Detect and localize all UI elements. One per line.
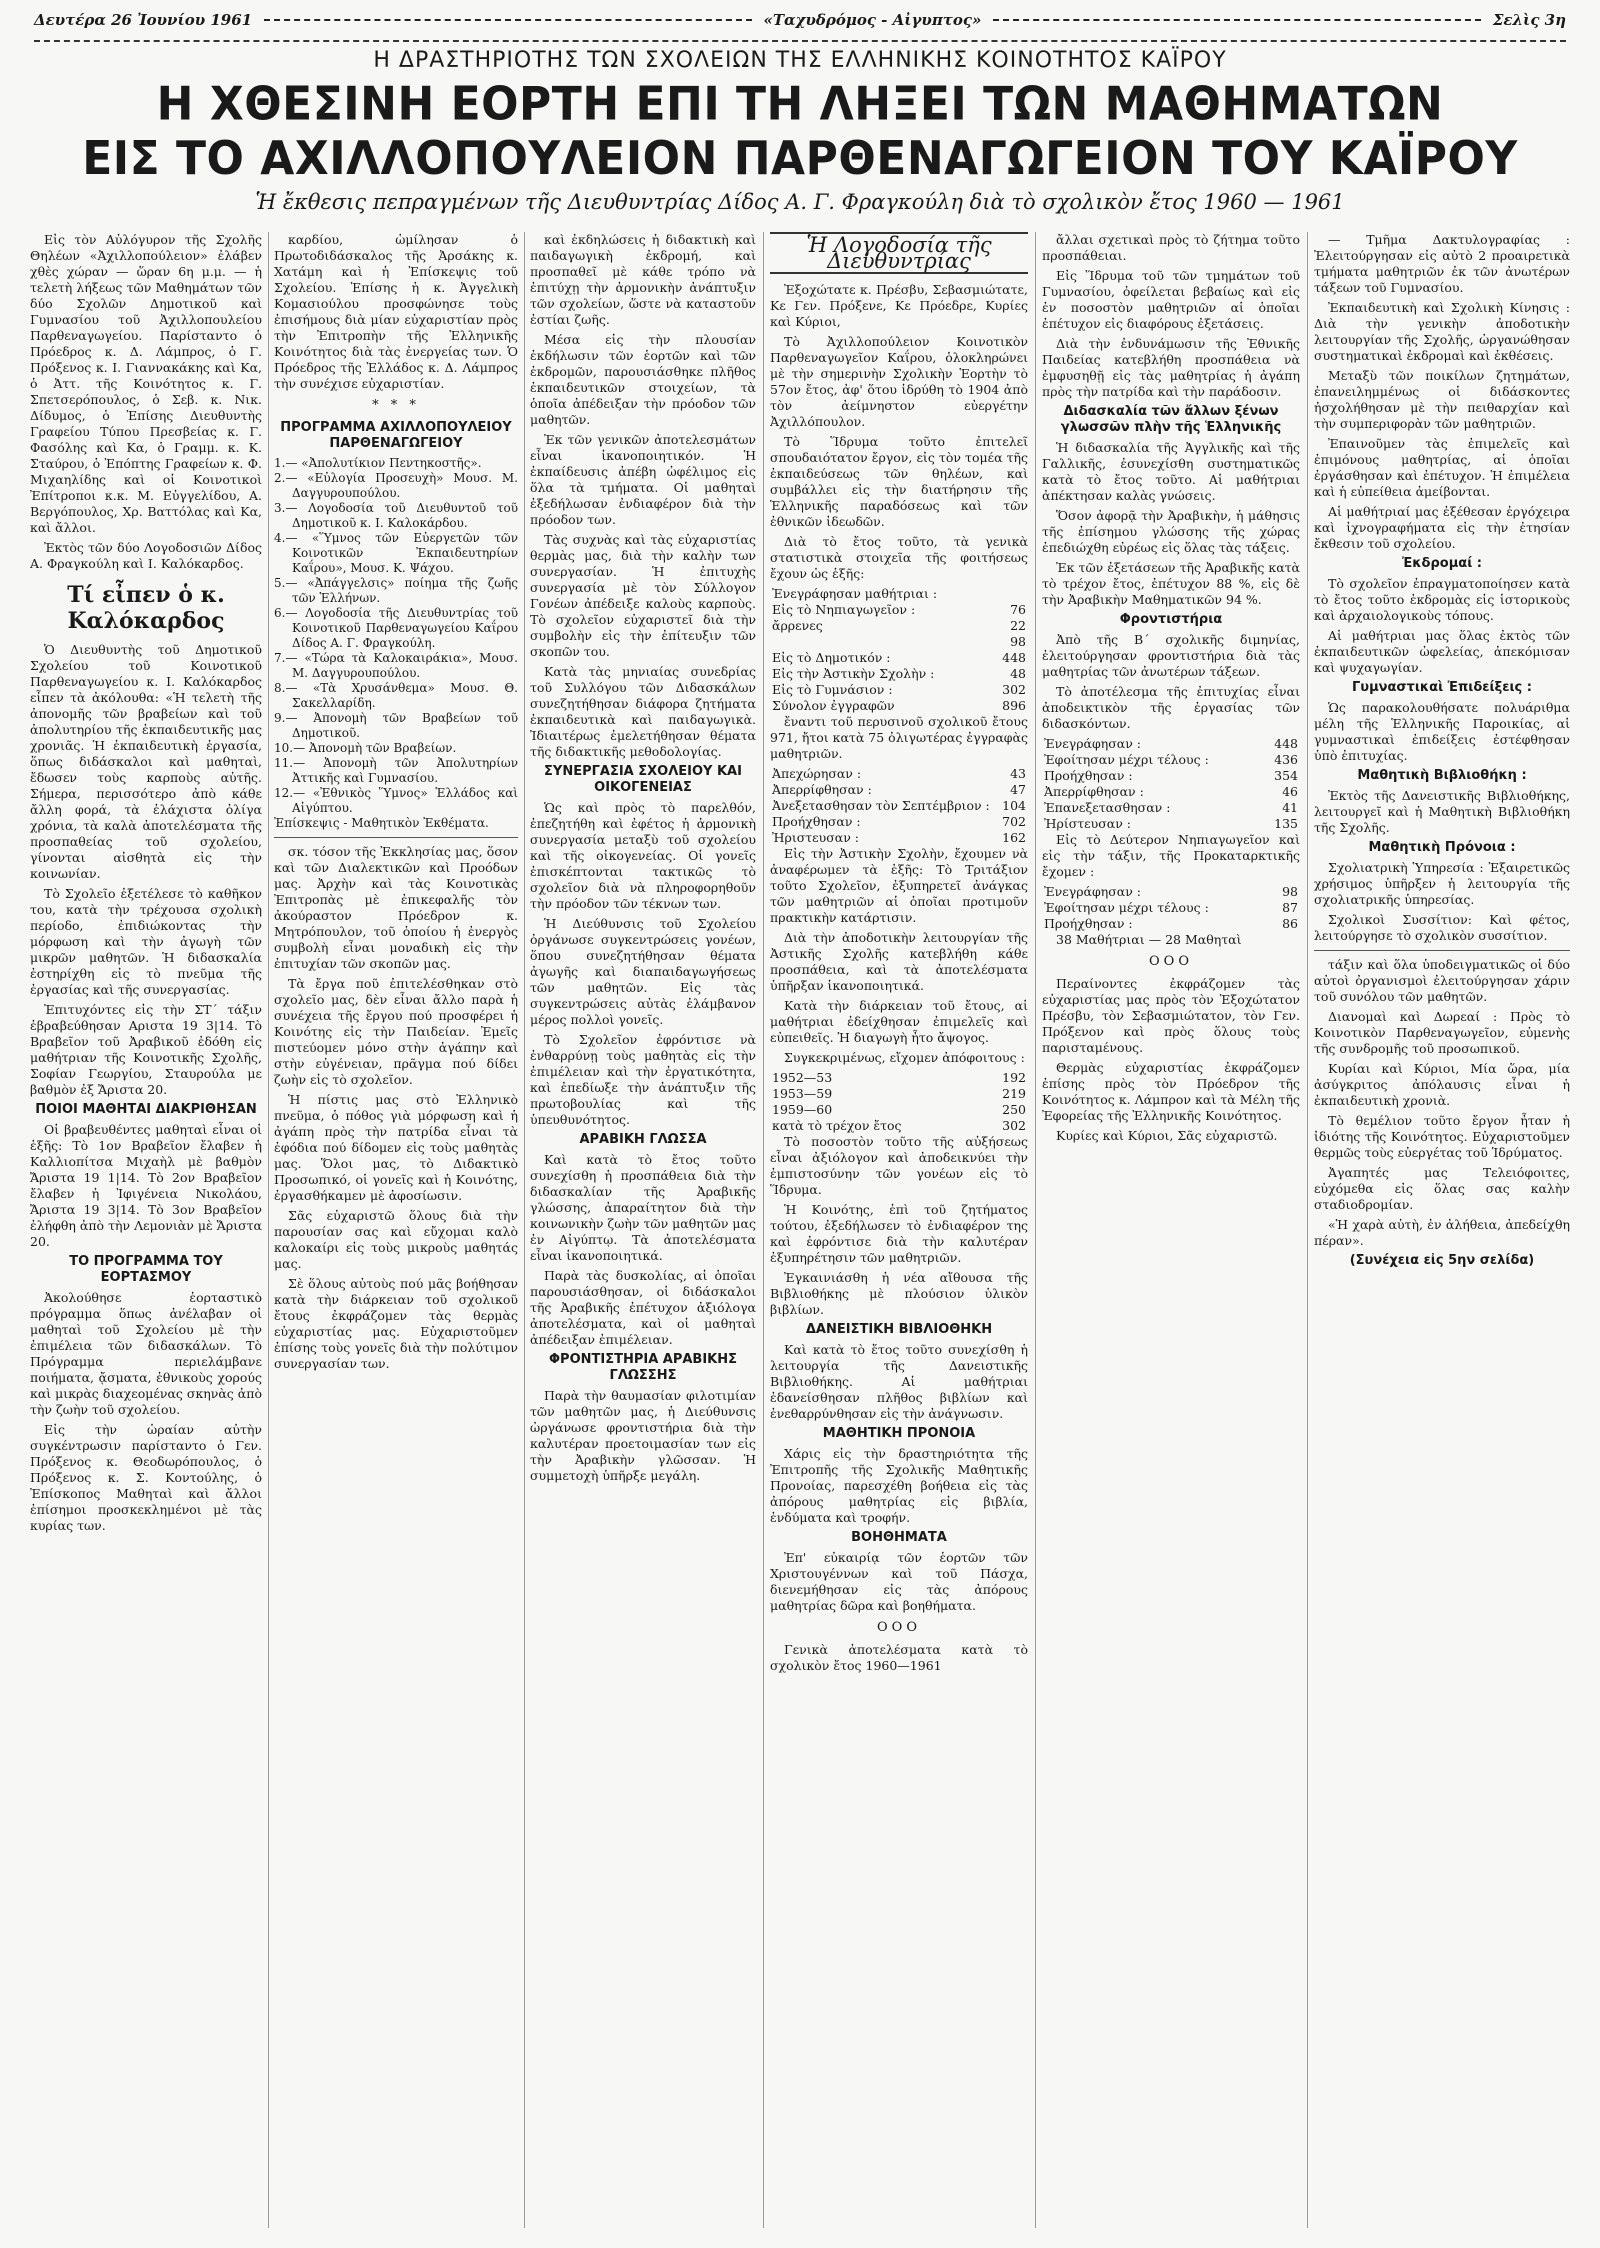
program-item: 4.— «Ὕμνος τῶν Εὐεργετῶν τῶν Κοινοτικῶν Ἐκπαιδευτηρίων Καΐρου», Μουσ. Κ. Ψάχου. [274, 531, 518, 575]
stat-value: 43 [1010, 766, 1026, 781]
table-row [770, 666, 1028, 682]
divider [1314, 950, 1570, 951]
table-row [1042, 752, 1300, 768]
enrollment-table [770, 586, 1028, 714]
column-6 [1314, 232, 1570, 2228]
stat-label: Εἰς τὸ Γυμνάσιον : [772, 682, 893, 697]
paragraph: Ἐπαινοῦμεν τὰς ἐπιμελεῖς καὶ ἐπιμόνους μαθητρίας, αἱ ὁποῖαι ἐργάσθησαν καὶ ἐπέτυχον. Ἡ ἐπιμέλεια καὶ ἡ εὐπείθεια ἀμείβονται. [1314, 436, 1570, 499]
table-row [1042, 800, 1300, 816]
paragraph: Εἰς τὴν Ἀστικὴν Σχολὴν, ἔχουμεν νὰ ἀναφέρωμεν τὰ ἑξῆς: Τὸ Τριτάξιον τοῦτο Σχολεῖον, ἐξυπηρετεῖ ἀνάγκας τῶν μαθητριῶν αἱ ὁποῖαι προτιμοῦν πρακτικὴν κατάρτισιν. [770, 846, 1028, 925]
paragraph: Ἐκτὸς τῶν δύο Λογοδοσιῶν Δίδος Α. Φραγκούλη καὶ Ι. Καλόκαρδος. [30, 540, 262, 571]
subheading: ΤΟ ΠΡΟΓΡΑΜΜΑ ΤΟΥ ΕΟΡΤΑΣΜΟΥ [69, 1254, 223, 1285]
headline-line-2: ΕΙΣ ΤΟ ΑΧΙΛΛΟΠΟΥΛΕΙΟΝ ΠΑΡΘΕΝΑΓΩΓΕΙΟΝ ΤΟΥ ΚΑΪΡΟΥ [82, 132, 1518, 186]
paragraph: Μέσα εἰς τὴν πλουσίαν ἐκδήλωσιν τῶν ἑορτῶν καὶ τῶν ἐκδρομῶν, παρουσιάσθηκε πλῆθος ἐκπαιδευτικῶν στοιχείων, τὰ ὁποῖα ἀπέδειξαν τὴν πρόοδον τῶν μαθητῶν. [530, 332, 756, 427]
stat-value: 104 [1002, 798, 1026, 813]
stat-value: 76 [1010, 602, 1026, 617]
table-row [1042, 900, 1300, 916]
masthead-rule [264, 19, 751, 21]
kicker-headline: Η ΔΡΑΣΤΗΡΙΟΤΗΣ ΤΩΝ ΣΧΟΛΕΙΩΝ ΤΗΣ ΕΛΛΗΝΙΚΗΣ ΚΟΙΝΟΤΗΤΟΣ ΚΑΪΡΟΥ [373, 48, 1227, 73]
subheading: Μαθητικὴ Πρόνοια : [1368, 840, 1516, 855]
table-row [1042, 736, 1300, 752]
stat-value: 302 [1002, 1118, 1026, 1133]
paragraph: Ἀκολούθησε ἑορταστικὸ πρόγραμμα ὅπως ἀνέλαβαν οἱ μαθηταὶ τοῦ Σχολείου μὲ τὴν ἐπιμέλεια τῶν διδασκάλων. Τὸ Πρόγραμμα περιελάμβανε ποιήματα, ᾄσματα, ἐθνικοὺς χορούς καὶ μικρὰς διαχεομένας σκηνὰς ἀπὸ τὴν ζωὴν τοῦ σχολείου. [30, 1290, 262, 1417]
stat-value: 48 [1010, 666, 1026, 681]
stat-label [770, 634, 991, 650]
table-row [770, 830, 1028, 846]
subheading: Γυμναστικαὶ Ἐπιδείξεις : [1352, 680, 1532, 695]
stat-label: Ἐνεγράφησαν : [1044, 736, 1141, 751]
paragraph: Ἐπιτυχόντες εἰς τὴν ΣΤ΄ τάξιν ἐβραβεύθησαν Αριστα 19 3|14. Τὸ Βραβεῖον τοῦ Ἀραβικοῦ ἐδόθη εἰς μαθήτριαν τῆς Κοινοτικῆς Σχολῆς, Σοφίαν Γεωργίου, Σταυρούλα με βαθμὸν ἐξ Ἄριστα 20. [30, 1002, 262, 1097]
stat-value: 47 [1010, 782, 1026, 797]
stat-label: Ἀνεξετασθησαν τὸν Σεπτέμβριον : [772, 798, 990, 813]
table-row [770, 698, 1028, 714]
table-row [770, 814, 1028, 830]
paragraph: ἄλλαι σχετικαὶ πρὸς τὸ ζήτημα τοῦτο προσπάθειαι. [1042, 232, 1300, 263]
paragraph: Τὸ Σχολεῖο ἐξετέλεσε τὸ καθῆκον του, κατὰ τὴν τρέχουσα σχολικὴ περίοδο, ἐπιδιώκοντας τὴν μόρφωση καὶ τὴν ἀγωγὴ τῶν μικρῶν μαθητῶν. Ἡ διδασκαλία ἐστηρίχθη εἰς τὸ πνεῦμα τῆς ἐργασίας καὶ τῆς συνεργασίας. [30, 886, 262, 997]
stat-label: 1959—60 [772, 1102, 833, 1117]
separator-stars: * * * [372, 398, 420, 413]
paragraph: Ὡς καὶ πρὸς τὸ παρελθόν, ἐπεζητήθη καὶ ἐφέτος ἡ ἀρμονικὴ συνεργασία μεταξὺ τοῦ σχολείου καὶ τῆς οἰκογενείας. Οἱ γονεῖς ἐπισκέπτονται τακτικῶς τὸ σχολεῖον διὰ νὰ πληροφορηθοῦν τὴν πρόοδον τῶν τέκνων των. [530, 800, 756, 911]
stat-value: 192 [1002, 1070, 1026, 1085]
paragraph: Γενικὰ ἀποτελέσματα κατὰ τὸ σχολικὸν ἔτος 1960—1961 [770, 1642, 1028, 1673]
table-row [1042, 784, 1300, 800]
paragraph: Εἰς τὸν Αὐλόγυρον τῆς Σχολῆς Θηλέων «Ἀχιλλοπούλειον» ἐλάβεν χθὲς χώραν — ὥραν 6η μ.μ. — ἡ τελετὴ λήξεως τῶν Μαθημάτων τῶν δύο Σχολῶν Δημοτικοῦ καὶ Γυμνασίου τοῦ Ἀχιλλοπουλείου Παρθεναγωγείου. Παρίσταντο ὁ Πρόεδρος κ. Δ. Λάμπρος, ὁ Γ. Πρόξενος κ. Ι. Γιαννακάκης καὶ Κα, ὁ Ἀττ. τῆς Κοινότητος κ. Γ. Σπετσερόπουλος, ὁ Σεβ. κ. Νικ. Δίδυμος, ὁ Ἐπίσης Διευθυντὴς Γραφείου Τύπου Πρεσβείας κ. Γ. Φασόλης καὶ Κα, ὁ Γραμμ. κ. Κ. Σταύρου, ὁ Ἐπόπτης Γραφείων κ. Φ. Μιχαηλίδης καὶ οἱ Κοινοτικοὶ Ἐπίτροποι κ.κ. Μ. Εὐγγελίδου, Α. Βεργόπουλος, Χρ. Βαττόλας καὶ Κα, καὶ ἄλλοι. [30, 232, 262, 535]
masthead [34, 8, 1566, 32]
kicker-rule [34, 40, 1566, 42]
stat-label: Ἐνεγράφησαν μαθήτριαι : [772, 586, 938, 601]
subheading: ΑΡΑΒΙΚΗ ΓΛΩΣΣΑ [579, 1132, 707, 1147]
continued-note: (Συνέχεια εἰς 5ην σελίδα) [1349, 1253, 1535, 1268]
paragraph: Εἰς τὴν ὡραίαν αὐτὴν συγκέντρωσιν παρίσταντο ὁ Γεν. Πρόξενος κ. Θεοδωρόπουλος, ὁ Πρόξενος κ. Σ. Κοντούλης, ὁ Ἐπίσκοπος Μαθηταὶ καὶ ἄλλοι ἐπίσημοι προσκεκλημένοι μὲ τὰς κυρίας των. [30, 1422, 262, 1533]
paragraph: — Τμῆμα Δακτυλογραφίας : Ἐλειτούργησαν εἰς αὐτὸ 2 προαιρετικὰ τμήματα μαθητριῶν ἐκ τῶν ἀνωτέρων τάξεων τοῦ Γυμνασίου. [1314, 232, 1570, 295]
column-5 [1042, 232, 1300, 2228]
paragraph: Σὲ ὅλους αὐτοὺς πού μᾶς βοήθησαν κατὰ τὴν διάρκειαν τοῦ σχολικοῦ ἔτους ἐκφράζομεν τὰς θερμὰς εὐχαριστίας μας. Εὐχαριστοῦμεν ἐπίσης τοὺς γονεῖς διὰ τὴν πολύτιμον συνεργασίαν των. [274, 1276, 518, 1371]
stat-value [991, 586, 1028, 602]
stat-value: 302 [1002, 682, 1026, 697]
paragraph: Περαίνοντες ἐκφράζομεν τὰς εὐχαριστίας μας πρὸς τὸν Ἐξοχώτατον Πρέσβυ, τὸν Σεβασμιώτατον, τὸν Γεν. Πρόξενον καὶ πρὸς ὅλους τοὺς παρισταμένους. [1042, 976, 1300, 1055]
paragraph: Ἐγκαινιάσθη ἡ νέα αἴθουσα τῆς Βιβλιοθήκης μὲ πλούσιον ὑλικὸν βιβλίων. [770, 1270, 1028, 1317]
graduates-table [770, 1070, 1028, 1134]
paragraph: Τὸ Ἵδρυμα τοῦτο ἐπιτελεῖ σπουδαιότατον ἔργον, εἰς τὸν τομέα τῆς ἐκπαιδεύσεως τῶν θηλέων, καὶ συμβάλλει εἰς τὴν διατήρησιν τῆς Ἑλληνικῆς παραδόσεως καὶ τῶν ἐθνικῶν ἰδεωδῶν. [770, 434, 1028, 529]
paragraph: Κατὰ τὰς μηνιαίας συνεδρίας τοῦ Συλλόγου τῶν Διδασκάλων συνεζητήθησαν διάφορα ζητήματα ἐκπαιδευτικὰ καὶ παιδαγωγικὰ. Ἰδιαιτέρως ἐμελετήθησαν θέματα τῆς διδακτικῆς μεθοδολογίας. [530, 664, 756, 759]
stat-label: Ἐφοίτησαν μέχρι τέλους : [1044, 900, 1209, 915]
masthead-date: Δευτέρα 26 Ἰουνίου 1961 [34, 11, 253, 29]
table-row [770, 634, 1028, 650]
table-row [770, 618, 1028, 634]
column-divider [1035, 232, 1036, 2228]
subheadline: Ἡ ἔκθεσις πεπραγμένων τῆς Διευθυντρίας Δίδος Α. Γ. Φραγκούλη διὰ τὸ σχολικὸν ἔτος 1960 — 1961 [255, 190, 1345, 214]
stat-value: 22 [1010, 618, 1026, 633]
paragraph: καρδίου, ὡμίλησαν ὁ Πρωτοδιδάσκαλος τῆς Ἀρσάκης κ. Χατάμη καὶ ἡ Ἐπίσκεψις τοῦ Σχολείου. Ἐπίσης ἡ κ. Ἀγγελικὴ Κομασιούλου προσφώνησε τοὺς ἐπισήμους διὰ μίαν εὐχαριστίαν πρὸς τὴν Ἐπιτροπὴν τῆς Ἑλληνικῆς Κοινότητος διὰ τὰς ἐνεργείας των. Ὁ Πρόεδρος τῆς Ἑλλάδος κ. Δ. Λάμπρος τὴν συνέχισε εὐχαριστίαν. [274, 232, 518, 391]
paragraph: Θερμὰς εὐχαριστίας ἐκφράζομεν ἐπίσης πρὸς τὸν Πρόεδρον τῆς Κοινότητος κ. Λάμπρον καὶ τὰ Μέλη τῆς Ἐφορείας τῆς Ἑλληνικῆς Κοινότητος. [1042, 1060, 1300, 1123]
table-row [770, 650, 1028, 666]
program-item: 5.— «Ἀπάγγελσις» ποίημα τῆς ζωῆς τῶν Ἑλλήνων. [274, 576, 518, 605]
paragraph: Κυρίαι καὶ Κύριοι, Μία ὥρα, μία ἀσύγκριτος ἀπόλαυσις εἶναι ἡ ἐκπαιδευτικὴ χρονιὰ. [1314, 1061, 1570, 1108]
paragraph: Καὶ κατὰ τὸ ἔτος τοῦτο συνεχίσθη ἡ προσπάθεια διὰ τὴν διδασκαλίαν τῆς Ἀραβικῆς γλώσσης, ἀπαραίτητον διὰ τὴν κοινωνικὴν ζωὴν τῶν μαθητῶν μας ἐν Αἰγύπτῳ. Τὰ ἀποτελέσματα εἶναι ἱκανοποιητικά. [530, 1152, 756, 1263]
stat-label: Ἠρίστευσαν : [1044, 816, 1132, 831]
program-item: 6.— Λογοδοσία τῆς Διευθυντρίας τοῦ Κοινοτικοῦ Παρθεναγωγείου Καΐρου Δίδος Α. Γ. Φραγκούλη. [274, 606, 518, 650]
stat-label: Ἐφοίτησαν μέχρι τέλους : [1044, 752, 1209, 767]
stat-value: 448 [1274, 736, 1298, 751]
paragraph: τάξιν καὶ ὅλα ὑποδειγματικῶς οἱ δύο αὐτοὶ ὀργανισμοὶ ἐλειτούργησαν χάριν τοῦ συνόλου τῶν μαθητῶν. [1314, 957, 1570, 1004]
table-row [770, 586, 1028, 602]
stat-label: ἄρρενες [772, 618, 823, 633]
stat-value: 87 [1282, 900, 1298, 915]
column-3 [530, 232, 756, 2228]
paragraph: Ὅσον ἀφορᾷ τὴν Ἀραβικὴν, ἡ μάθησις τῆς ἐπίσημου γλώσσης τῆς χώρας ἐπεδιώχθη εὐρέως εἰς ὅλας τὰς τάξεις. [1042, 508, 1300, 555]
paragraph: Ἐξοχώτατε κ. Πρέσβυ, Σεβασμιώτατε, Κε Γεν. Πρόξενε, Κε Πρόεδρε, Κυρίες καὶ Κύριοι, [770, 282, 1028, 329]
table-row [1042, 768, 1300, 784]
stat-value: 162 [1002, 830, 1026, 845]
table-row [770, 1086, 1028, 1102]
divider [274, 837, 518, 838]
paragraph: Παρὰ τὰς δυσκολίας, αἱ ὁποῖαι παρουσιάσθησαν, οἱ διδάσκαλοι τῆς Ἀραβικῆς ἐπέτυχον ἀξιόλογα ἀποτελέσματα, καὶ οἱ μαθηταὶ ἀπέδειξαν ἐπιμέλειαν. [530, 1268, 756, 1347]
primary-school-table [1042, 736, 1300, 832]
paragraph: Συγκεκριμένως, εἴχομεν ἀπόφοιτους : [784, 1050, 1025, 1065]
stat-value: 98 [1010, 634, 1026, 649]
stat-label: Προήχθησαν : [1044, 768, 1133, 783]
subheading: ΦΡΟΝΤΙΣΤΗΡΙΑ ΑΡΑΒΙΚΗΣ ΓΛΩΣΣΗΣ [548, 1352, 738, 1383]
stat-value: 135 [1274, 816, 1298, 831]
paragraph: Τὰς συχνὰς καὶ τὰς εὐχαριστίας θερμὰς μας, διὰ τὴν καλὴν των συνεργασίαν. Ἡ ἐπιτυχὴς συνεργασία μὲ τὸν Σύλλογον Γονέων ἀπέδειξε καλοὺς καρποὺς. Τὸ σχολεῖον εὐχαριστεῖ διὰ τὴν συμβολὴν εἰς τὴν ἐπίτευξιν τῶν σκοπῶν του. [530, 532, 756, 659]
kindergarten-table [1042, 884, 1300, 932]
program-item: 11.— Ἀπονομὴ τῶν Ἀπολυτηρίων Ἀττικῆς καὶ Γυμνασίου. [274, 756, 518, 785]
table-row [1042, 916, 1300, 932]
table-row [770, 798, 1028, 814]
paragraph: Χάρις εἰς τὴν δραστηριότητα τῆς Ἐπιτροπῆς τῆς Σχολικῆς Μαθητικῆς Προνοίας, παρεσχέθη βοήθεια εἰς τὰς ἀπόρους μαθητρίας εἰς βιβλία, ἐνδύματα καὶ τροφήν. [770, 1446, 1028, 1525]
paragraph: Κυρίες καὶ Κύριοι, Σᾶς εὐχαριστῶ. [1056, 1128, 1278, 1143]
paragraph: Κατὰ τὴν διάρκειαν τοῦ ἔτους, αἱ μαθήτριαι ἐδείχθησαν ἐπιμελεῖς καὶ εὐπειθεῖς. Ἡ διαγωγὴ ἦτο ἄψογος. [770, 998, 1028, 1045]
paragraph: Εἰς Ἵδρυμα τοῦ τῶν τμημάτων τοῦ Γυμνασίου, ὀφείλεται βεβαίως καὶ εἰς ἐν ποσοστὸν μαθητριῶν αἱ ὁποῖαι ἐπέτυχον εἰς διαφόρους ἐξετάσεις. [1042, 268, 1300, 331]
stat-value: 98 [1282, 884, 1298, 899]
stat-label: κατὰ τὸ τρέχον ἔτος [772, 1118, 902, 1133]
paragraph: Τὸ ἀποτέλεσμα τῆς ἐπιτυχίας εἶναι ἀποδεικτικὸν τῆς ἐργασίας τῶν διδασκόντων. [1042, 684, 1300, 731]
stat-label: Εἰς τὸ Νηπιαγωγεῖον : [772, 602, 916, 617]
stat-label: Ἀπερρίφθησαν : [772, 782, 872, 797]
stat-label: Εἰς τὸ Δημοτικόν : [772, 650, 891, 665]
paragraph: Ἡ διδασκαλία τῆς Ἀγγλικῆς καὶ τῆς Γαλλικῆς, ἐσυνεχίσθη συστηματικῶς κατὰ τὸ ἔτος τοῦτο. Αἱ μαθήτριαι ἀπέκτησαν καλὰς γνώσεις. [1042, 440, 1300, 503]
subheading: Φροντιστήρια [1119, 612, 1223, 627]
stat-label: Ἠριστευσαν : [772, 830, 860, 845]
paragraph: Σᾶς εὐχαριστῶ ὅλους διὰ τὴν παρουσίαν σας καὶ εὔχομαι καλὸ καλοκαίρι εἰς τοὺς μικροὺς μαθητάς μας. [274, 1208, 518, 1271]
subheading: ΣΥΝΕΡΓΑΣΙΑ ΣΧΟΛΕΙΟΥ ΚΑΙ ΟΙΚΟΓΕΝΕΙΑΣ [544, 764, 742, 795]
paragraph: Ἡ πίστις μας στὸ Ἑλληνικὸ πνεῦμα, ὁ πόθος γιὰ μόρφωση καὶ ἡ ἀγάπη πρὸς τὴν πατρίδα εἶναι τὰ ἐφόδια πού δίδομεν εἰς τοὺς μαθητὰς μας. Ὅλοι μας, τὸ Διδακτικὸ Προσωπικό, οἱ γονεῖς καὶ ἡ Κοινότης, ἐργασθήκαμεν μὲ ἀφοσίωσιν. [274, 1092, 518, 1203]
paragraph: Ἡ Κοινότης, ἐπὶ τοῦ ζητήματος τούτου, ἐξεδήλωσεν τὸ ἐνδιαφέρον της καὶ ἐφρόντισε διὰ τὴν καλυτέραν ἐξυπηρέτησιν τῶν μαθητριῶν. [770, 1202, 1028, 1265]
masthead-rule [993, 19, 1480, 21]
table-row [1042, 816, 1300, 832]
paragraph: Παρὰ τὴν θαυμασίαν φιλοτιμίαν τῶν μαθητῶν μας, ἡ Διεύθυνσις ὠργάνωσε φροντιστήρια διὰ τὴν καλυτέραν προετοιμασίαν των εἰς τὴν Ἀραβικὴν γλῶσσαν. Ἡ συμμετοχὴ ὑπῆρξε μεγάλη. [530, 1388, 756, 1483]
stat-label: Σύνολον ἐγγραφῶν [772, 698, 895, 713]
paragraph: 38 Μαθήτριαι — 28 Μαθηταὶ [1056, 932, 1242, 947]
program-item: 1.— «Ἀπολυτίκιον Πεντηκοστῆς». [274, 456, 482, 470]
masthead-paper-name: «Ταχυδρόμος - Αἰγυπτος» [763, 11, 982, 29]
program-item: 2.— «Εὐλογία Προσευχὴ» Μουσ. Μ. Δαγγυρουπούλου. [274, 471, 518, 500]
paragraph: «Ἡ χαρὰ αὐτὴ, ἐν ἀλήθεια, ἀπεδείχθη πέραν». [1314, 1217, 1570, 1248]
column-divider [763, 232, 764, 2228]
section-title: Τί εἶπεν ὁ κ. Καλόκαρδος [67, 582, 225, 634]
table-row [770, 682, 1028, 698]
paragraph: Ἀγαπητές μας Τελειόφοιτες, εὐχόμεθα εἰς ὅλας σας καλὴν σταδιοδρομίαν. [1314, 1165, 1570, 1212]
stat-value: 41 [1282, 800, 1298, 815]
paragraph: Τὸ Σχολεῖον ἐφρόντισε νὰ ἐνθαρρύνῃ τοὺς μαθητὰς εἰς τὴν ἐπιμέλειαν καὶ τὴν ἐργατικότητα, καὶ ἐπεδίωξε τὴν ἀνάπτυξιν τῆς πρωτοβουλίας καὶ τῆς ὑπευθυνότητος. [530, 1032, 756, 1127]
stat-value: 354 [1274, 768, 1298, 783]
paragraph: Ἐκπαιδευτικὴ καὶ Σχολικὴ Κίνησις : Διὰ τὴν γενικὴν ἀποδοτικὴν λειτουργίαν τῆς Σχολῆς, ὠργανώθησαν συστηματικαὶ ἐκδρομαὶ καὶ ἐκθέσεις. [1314, 300, 1570, 363]
table-row [770, 766, 1028, 782]
paragraph: σκ. τόσον τῆς Ἐκκλησίας μας, ὅσον καὶ τῶν Διαλεκτικῶν καὶ Προόδων μας. Ἀρχὴν καὶ τὰς Κοινοτικὰς Ἐπιτροπὰς μὲ ἐπικεφαλῆς τὸν ἀκούραστον Πρόεδρον κ. Μητρόπουλον, τοῦ ὁποίου ἡ ἐνεργὸς συμβολὴ εἶναι μοναδικὴ εἰς τὴν ἐπιτυχίαν τῶν σκοπῶν μας. [274, 844, 518, 971]
table-row [770, 1102, 1028, 1118]
table-row [770, 602, 1028, 618]
table-row [1042, 884, 1300, 900]
column-2 [274, 232, 518, 2228]
program-note: Ἐπίσκεψις - Μαθητικὸν Ἐκθέματα. [274, 816, 489, 830]
paragraph: Αἱ μαθήτριαι μας ὅλας ἐκτὸς τῶν ἐκπαιδευτικῶν ὠφελείας, ἀπεκόμισαν καὶ ψυχαγωγίαν. [1314, 628, 1570, 675]
program-item: 9.— Ἀπονομὴ τῶν Βραβείων τοῦ Δημοτικοῦ. [274, 711, 518, 740]
paragraph: Σχολιατρικὴ Ὑπηρεσία : Ἐξαιρετικῶς χρήσιμος ὑπῆρξεν ἡ λειτουργία τῆς σχολιατρικῆς ὑπηρεσίας. [1314, 860, 1570, 907]
stat-value: 448 [1002, 650, 1026, 665]
paragraph: Διὰ τὴν ἐνδυνάμωσιν τῆς Ἐθνικῆς Παιδείας κατεβλήθη προσπάθεια νὰ ἐμφυσηθῇ εἰς τὰς μαθητρίας ἡ ἀγάπη πρὸς τὴν πατρίδα καὶ τὴν παράδοσιν. [1042, 336, 1300, 399]
headline-line-1: Η ΧΘΕΣΙΝΗ ΕΟΡΤΗ ΕΠΙ ΤΗ ΛΗΞΕΙ ΤΩΝ ΜΑΘΗΜΑΤΩΝ [156, 77, 1444, 131]
paragraph: Ὡς παρακολουθήσατε πολυάριθμα μέλη τῆς Ἑλληνικῆς Παροικίας, αἱ γυμναστικαὶ ἐπιδείξεις ἐστέφθησαν ὑπὸ ἐπιτυχίας. [1314, 700, 1570, 763]
paragraph: Ἐκ τῶν γενικῶν ἀποτελεσμάτων εἶναι ἱκανοποιητικόν. Ἡ ἐκπαίδευσις ἀπέβη ὠφέλιμος εἰς ὅλα τὰ τμήματα. Οἱ μαθηταὶ ἐξεδήλωσαν ἐνδιαφέρον διὰ τὴν πρόοδον των. [530, 432, 756, 527]
stat-label: 1952—53 [772, 1070, 833, 1085]
column-1 [30, 232, 262, 2228]
stat-label: Ἐνεγράφησαν : [1044, 884, 1141, 899]
stat-value: 86 [1282, 916, 1298, 931]
table-row [770, 1118, 1028, 1134]
stat-label: Ἀπεχώρησαν : [772, 766, 862, 781]
paragraph: Ἀπὸ τῆς Β΄ σχολικῆς διμηνίας, ἐλειτούργησαν φροντιστήρια διὰ τὰς μαθητρίας τῶν ἀνωτέρων τάξεων. [1042, 632, 1300, 679]
column-divider [524, 232, 525, 2228]
main-headline [30, 77, 1570, 186]
paragraph: Ἐκ τῶν ἐξετάσεων τῆς Ἀραβικῆς κατὰ τὸ τρέχον ἔτος, ἐπέτυχον 88 %, εἰς δὲ τὴν Ἀραβικὴν Μαθηματικῶν 94 %. [1042, 560, 1300, 607]
stat-label: Προήχθησαν : [772, 814, 861, 829]
results-table [770, 766, 1028, 846]
stat-value: 219 [1002, 1086, 1026, 1101]
stat-label: Εἰς τὴν Ἀστικὴν Σχολὴν : [772, 666, 935, 681]
subheading: ΠΡΟΓΡΑΜΜΑ ΑΧΙΛΛΟΠΟΥΛΕΙΟΥ ΠΑΡΘΕΝΑΓΩΓΕΙΟΥ [280, 420, 512, 451]
paragraph: Διὰ τὴν ἀποδοτικὴν λειτουργίαν τῆς Ἀστικῆς Σχολῆς κατεβλήθη κάθε προσπάθεια, καὶ τὰ ἀποτελέσματα ὑπῆρξαν ἱκανοποιητικά. [770, 930, 1028, 993]
paragraph: Διὰ τὸ ἔτος τοῦτο, τὰ γενικὰ στατιστικὰ στοιχεῖα τῆς φοιτήσεως ἔχουν ὡς ἑξῆς: [770, 534, 1028, 581]
paragraph: Τὸ θεμέλιον τοῦτο ἔργον ἦταν ἡ ἰδιότης τῆς Κοινότητος. Εὐχαριστοῦμεν θερμῶς τοὺς εὐεργέτας τοῦ Ἱδρύματος. [1314, 1113, 1570, 1160]
stat-value: 250 [1002, 1102, 1026, 1117]
paragraph: Οἱ βραβευθέντες μαθηταὶ εἶναι οἱ ἑξῆς: Τὸ 1ον Βραβεῖον ἔλαβεν ἡ Καλλιοπίτσα Μιχαὴλ μὲ βαθμὸν Ἄριστα 19 1|14. Τὸ 2ον Βραβεῖον ἔλαβεν ἡ Ἰφιγένεια Νικολάου, Ἄριστα 19 3|14. Τὸ 3ον Βραβεῖον ἐλήφθη ἀπὸ τὴν Λεμονιὰν μὲ Ἄριστα 20. [30, 1122, 262, 1249]
paragraph: Μεταξὺ τῶν ποικίλων ζητημάτων, ἐπανειλημμένως οἱ διδάσκοντες ἠσχολήθησαν μὲ τὴν πειθαρχίαν καὶ τὴν συμπεριφορὰν τῶν μαθητριῶν. [1314, 368, 1570, 431]
program-item: 12.— «Ἐθνικὸς Ὕμνος» Ἑλλάδος καὶ Αἰγύπτου. [274, 786, 518, 815]
table-row [770, 1070, 1028, 1086]
program-list [274, 456, 518, 831]
paragraph: Ἡ Διεύθυνσις τοῦ Σχολείου ὀργάνωσε συγκεντρώσεις γονέων, ὅπου συνεζητήθησαν θέματα ἀγωγῆς καὶ διαπαιδαγωγήσεως τῶν μαθητῶν. Εἰς τὰς συγκεντρώσεις αὐτὰς ἐλάμβανον μέρος πολλοὶ γονεῖς. [530, 916, 756, 1027]
paragraph: Αἱ μαθήτριαί μας ἐξέθεσαν ἐργόχειρα καὶ ἰχνογραφήματα εἰς τὴν ἐτησίαν ἔκθεσιν τοῦ σχολείου. [1314, 504, 1570, 551]
paragraph: Τὸ σχολεῖον ἐπραγματοποίησεν κατὰ τὸ ἔτος τοῦτο ἐκδρομὰς εἰς ἱστορικοὺς καὶ ἀρχαιολογικοὺς τόπους. [1314, 576, 1570, 623]
paragraph: Τὸ ποσοστὸν τοῦτο τῆς αὐξήσεως εἶναι ἀξιόλογον καὶ ἀποδεικνύει τὴν ἐμπιστοσύνην τῶν γονέων εἰς τὸ Ἵδρυμα. [770, 1134, 1028, 1197]
separator-ooo: ΟΟΟ [877, 1620, 921, 1635]
stat-label: Προήχθησαν : [1044, 916, 1133, 931]
paragraph: Ἐπ' εὐκαιρίᾳ τῶν ἑορτῶν τῶν Χριστουγέννων καὶ τοῦ Πάσχα, διενεμήθησαν εἰς τὰς ἀπόρους μαθητρίας δῶρα καὶ βοηθήματα. [770, 1550, 1028, 1613]
subheading: ΜΑΘΗΤΙΚΗ ΠΡΟΝΟΙΑ [822, 1426, 976, 1441]
paragraph: Τὸ Ἀχιλλοπούλειον Κοινοτικὸν Παρθεναγωγεῖον Καΐρου, ὁλοκληρώνει μὲ τὴν σημερινὴν Σχολικὴν Ἑορτὴν τὸ 57ον ἔτος, ἀφ' ὅτου ἱδρύθη τὸ 1904 ἀπὸ τὸν ἀείμνηστον εὐεργέτην Ἀχιλλόπουλον. [770, 334, 1028, 429]
paragraph: Εἰς τὸ Δεύτερον Νηπιαγωγεῖον καὶ εἰς τὴν τάξιν, τῆς Προκαταρκτικῆς ἔχομεν : [1042, 832, 1300, 879]
subheading: Μαθητικὴ Βιβλιοθήκη : [1357, 768, 1527, 783]
paragraph: Διανομαὶ καὶ Δωρεαί : Πρὸς τὸ Κοινοτικὸν Παρθεναγωγεῖον, εὐμενὴς τῆς συνδρομῆς τοῦ προσωπικοῦ. [1314, 1009, 1570, 1056]
stat-value: 702 [1002, 814, 1026, 829]
program-item: 7.— «Τώρα τὰ Καλοκαιράκια», Μουσ. Μ. Δαγγυρουπούλου. [274, 651, 518, 680]
article-body [30, 232, 1570, 2228]
subheading: Διδασκαλία τῶν ἄλλων ξένων γλωσσῶν πλὴν τῆς Ἑλληνικῆς [1060, 404, 1282, 435]
paragraph: Σχολικοὶ Συσσίτιον: Καὶ φέτος, λειτούργησε τὸ σχολικὸν συσσίτιον. [1314, 912, 1570, 943]
report-title: Ἡ Λογοδοσία τῆς Διευθυντρίας [770, 232, 1028, 274]
stat-value: 896 [1002, 698, 1026, 713]
program-item: 8.— «Τὰ Χρυσάνθεμα» Μουσ. Θ. Σακελλαρίδη. [274, 681, 518, 710]
stat-label: 1953—59 [772, 1086, 833, 1101]
separator-ooo: ΟΟΟ [1149, 954, 1193, 969]
stat-label: Ἐπανεξετασθησαν : [1044, 800, 1171, 815]
subheading: ΠΟΙΟΙ ΜΑΘΗΤΑΙ ΔΙΑΚΡΙΘΗΣΑΝ [35, 1102, 257, 1117]
masthead-page-number: Σελὶς 3η [1492, 11, 1567, 29]
paragraph: Ἐκτὸς τῆς Δανειστικῆς Βιβλιοθήκης, λειτουργεῖ καὶ ἡ Μαθητικὴ Βιβλιοθήκη τῆς Σχολῆς. [1314, 788, 1570, 835]
subheading: Ἐκδρομαί : [1402, 556, 1482, 571]
column-divider [1307, 232, 1308, 2228]
paragraph: Ὁ Διευθυντὴς τοῦ Δημοτικοῦ Σχολείου τοῦ Κοινοτικοῦ Παρθεναγωγείου κ. Ι. Καλόκαρδος εἶπεν τὰ ἀκόλουθα: «Ἡ τελετὴ τῆς ἀπονομῆς τῶν βραβείων καὶ τοῦ ἀπολυτηρίου τῆς ἐκπαιδευτικῆς μας χρονιᾶς. Ἡ ἐκπαιδευτικὴ ἐργασία, ὅπως διδάσκαλοι καὶ μαθηταὶ, ἔδωσεν τοὺς καρποὺς αὐτῆς. Σήμερα, περισσότερο ἀπὸ κάθε ἄλλη φορά, τὰ ἐλάχιστα ὀλίγα χρόνια, τὰ καλὰ ἀποτελέσματα τῆς προσπαθείας τοῦ σχολείου, γίνονται αἰσθητὰ εἰς τὴν κοινωνίαν. [30, 642, 262, 881]
paragraph: Καὶ κατὰ τὸ ἔτος τοῦτο συνεχίσθη ἡ λειτουργία τῆς Δανειστικῆς Βιβλιοθήκης. Αἱ μαθήτριαι ἐδανείσθησαν πλῆθος βιβλίων καὶ ἐνεθαρρύνθησαν εἰς τὴν ἀνάγνωσιν. [770, 1342, 1028, 1421]
subheading: ΒΟΗΘΗΜΑΤΑ [851, 1530, 947, 1545]
table-row [770, 782, 1028, 798]
column-divider [268, 232, 269, 2228]
program-item: 3.— Λογοδοσία τοῦ Διευθυντοῦ τοῦ Δημοτικοῦ κ. Ι. Καλοκάρδου. [274, 501, 518, 530]
stat-value: 436 [1274, 752, 1298, 767]
paragraph: καὶ ἐκδηλώσεις ἡ διδακτικὴ καὶ παιδαγωγικὴ ἐκδρομή, καὶ προσπαθεῖ μὲ κάθε τρόπο νὰ ἐπιτύχῃ τὴν ἀρμονικὴν ἀνάπτυξιν τῶν σχολείων, ὥστε νὰ καταστοῦν ἐστίαι ζωῆς. [530, 232, 756, 327]
subheading: ΔΑΝΕΙΣΤΙΚΗ ΒΙΒΛΙΟΘΗΚΗ [805, 1322, 993, 1337]
program-item: 10.— Ἀπονομὴ τῶν Βραβείων. [274, 741, 457, 755]
stat-label: Ἀπερρίφθησαν : [1044, 784, 1144, 799]
paragraph: ἔναντι τοῦ περυσινοῦ σχολικοῦ ἔτους 971, ἤτοι κατὰ 75 ὀλιγωτέρας ἐγγραφὰς μαθητριῶν. [770, 714, 1028, 761]
paragraph: Τὰ ἔργα ποῦ ἐπιτελέσθηκαν στὸ σχολεῖο μας, δὲν εἶναι ἄλλο παρὰ ἡ συνέχεια τῆς ἔργου πού προσφέρει ἡ Κοινότης εἰς τὴν Παιδείαν. Ἐμεῖς πιστεύομεν μόνο στὴν ἀγάπην καὶ στὴν εὐγένειαν, πρᾶγμα πού δίδει ζωὴν εἰς τὸ σχολεῖον. [274, 976, 518, 1087]
column-4 [770, 232, 1028, 2228]
stat-value: 46 [1282, 784, 1298, 799]
